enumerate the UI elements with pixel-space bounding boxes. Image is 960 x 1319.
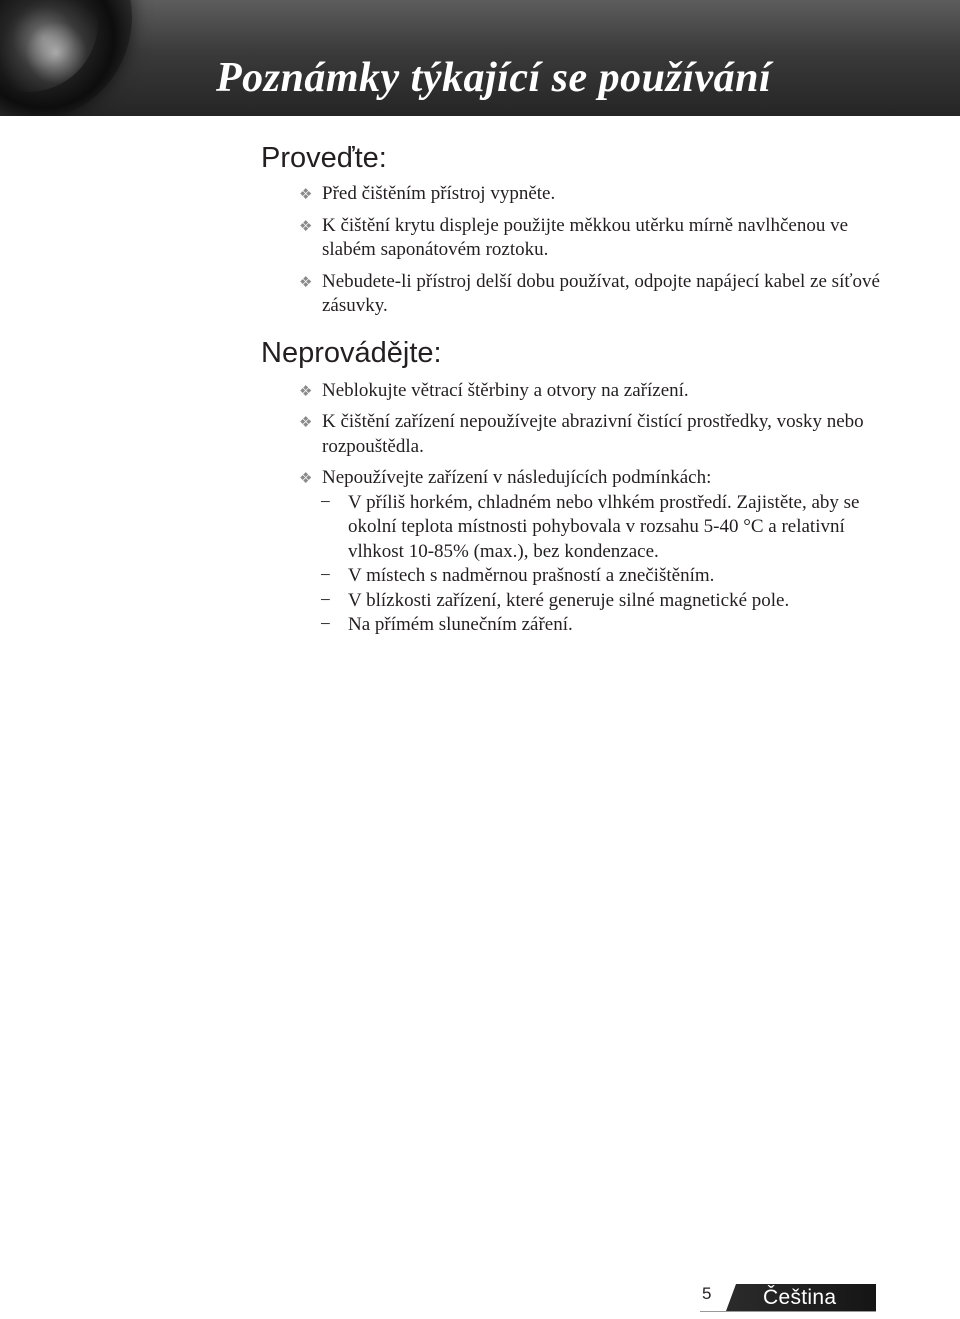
- header-banner: [0, 0, 960, 116]
- list-item-text: Nepoužívejte zařízení v následujících podmínkách:: [322, 467, 712, 488]
- sublist-item: [261, 613, 901, 638]
- dont-list: [261, 379, 901, 638]
- diamond-cluster-icon: ❖: [299, 413, 313, 431]
- diamond-cluster-icon: ❖: [299, 216, 313, 235]
- list-item: [261, 270, 901, 319]
- do-list: [261, 182, 901, 319]
- page-title: Poznámky týkající se používání: [216, 55, 772, 101]
- dash-marker: −: [320, 589, 331, 611]
- conditions-sublist: [322, 491, 901, 638]
- section-heading-do: Proveďte:: [261, 142, 387, 174]
- projector-lens-icon: [0, 0, 132, 116]
- diamond-cluster-icon: ❖: [299, 381, 313, 400]
- footer-divider: [700, 1311, 876, 1312]
- list-item: [261, 214, 901, 263]
- diamond-cluster-icon: ❖: [299, 469, 313, 487]
- list-item-text: K čištění zařízení nepoužívejte abrazivní čistící prostředky, vosky nebo rozpouštědla.: [322, 411, 864, 457]
- banner-gloss: [0, 0, 960, 52]
- sublist-item-text: V místech s nadměrnou prašností a znečištěním.: [348, 565, 715, 586]
- list-item-text: Před čištěním přístroj vypněte.: [322, 183, 556, 204]
- diamond-cluster-icon: ❖: [299, 272, 313, 291]
- dash-marker: −: [320, 614, 331, 635]
- list-item-text: Nebudete-li přístroj delší dobu používat, odpojte napájecí kabel ze síťové zásuvky.: [322, 270, 880, 316]
- diamond-cluster-icon: ❖: [299, 185, 313, 203]
- list-item: [261, 379, 901, 404]
- list-item: [261, 410, 901, 459]
- sublist-item-text: Na přímém slunečním záření.: [348, 614, 573, 635]
- dash-marker: −: [320, 491, 331, 513]
- sublist-item: [261, 491, 901, 565]
- dash-marker: −: [320, 565, 331, 586]
- list-item: [261, 466, 901, 638]
- sublist-item-text: V příliš horkém, chladném nebo vlhkém prostředí. Zajistěte, aby se okolní teplota místnosti pohybovala v rozsahu 5-40 °C a relativní vlhkost 10-85% (max.), bez kondenzace.: [348, 491, 860, 562]
- list-item-text: K čištění krytu displeje použijte měkkou utěrku mírně navlhčenou ve slabém saponátovém roztoku.: [322, 214, 849, 260]
- page-number: 5: [702, 1284, 712, 1303]
- list-item: [261, 182, 901, 207]
- section-heading-dont: Neprovádějte:: [261, 336, 442, 369]
- sublist-item-text: V blízkosti zařízení, které generuje silné magnetické pole.: [348, 589, 790, 611]
- sublist-item: [261, 589, 901, 614]
- list-item-text: Neblokujte větrací štěrbiny a otvory na zařízení.: [322, 379, 689, 401]
- footer-language: Čeština: [763, 1286, 837, 1309]
- main-content: [261, 138, 901, 645]
- sublist-item: [261, 564, 901, 589]
